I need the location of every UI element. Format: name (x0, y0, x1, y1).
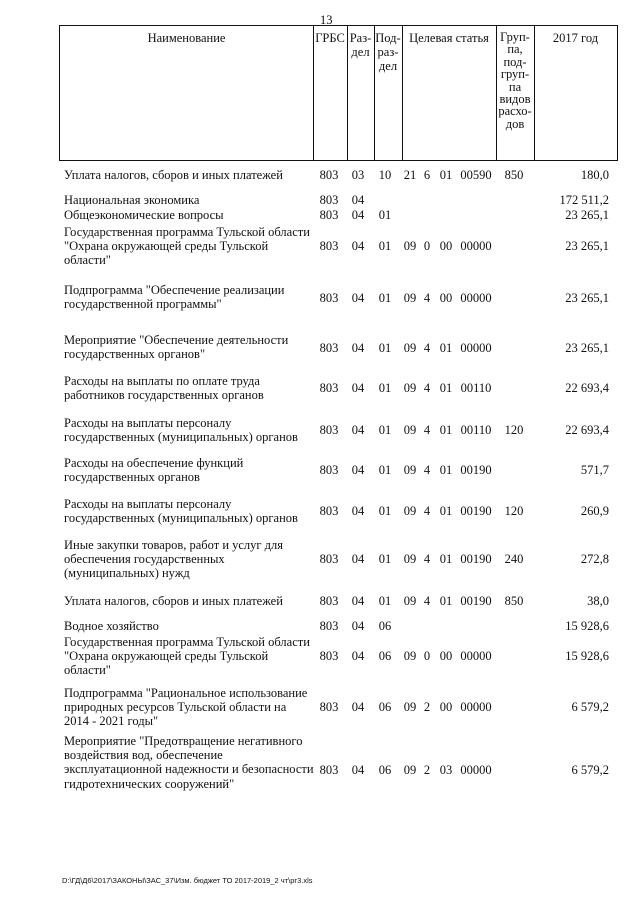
row-amount: 38,0 (587, 594, 609, 608)
row-grbs: 803 (319, 341, 339, 355)
row-target-program: 09 (403, 291, 417, 305)
row-amount: 15 928,6 (565, 649, 609, 663)
row-target-direction: 00000 (460, 239, 492, 253)
row-name: Подпрограмма "Рациональное использование природных ресурсов Тульской области на 2014 - 2021 годы" (64, 686, 308, 729)
row-name: Подпрограмма "Обеспечение реализации государственной программы" (64, 283, 285, 312)
row-name: Государственная программа Тульской области "Охрана окружающей среды Тульской области" (64, 225, 310, 268)
row-podrazdel: 01 (378, 504, 392, 518)
row-target-direction: 00590 (460, 168, 492, 182)
row-target-event: 01 (439, 504, 453, 518)
row-name: Расходы на выплаты персоналу государственных (муниципальных) органов (64, 497, 298, 526)
row-amount: 22 693,4 (565, 381, 609, 395)
row-grbs: 803 (319, 504, 339, 518)
row-name: Уплата налогов, сборов и иных платежей (64, 594, 283, 608)
row-amount: 172 511,2 (559, 193, 609, 207)
row-target-program: 09 (403, 239, 417, 253)
row-target-event: 00 (439, 649, 453, 663)
row-razdel: 04 (351, 552, 365, 566)
row-razdel: 04 (351, 208, 365, 222)
row-name: Расходы на обеспечение функций государственных органов (64, 456, 244, 485)
row-target-direction: 00000 (460, 291, 492, 305)
row-target-subprogram: 2 (423, 700, 431, 714)
row-expense-type: 850 (504, 168, 524, 182)
row-podrazdel: 01 (378, 291, 392, 305)
row-target-subprogram: 4 (423, 381, 431, 395)
row-target-program: 09 (403, 341, 417, 355)
row-amount: 272,8 (580, 552, 609, 566)
row-razdel: 04 (351, 239, 365, 253)
row-expense-type: 850 (504, 594, 524, 608)
row-grbs: 803 (319, 619, 339, 633)
row-target-direction: 00000 (460, 763, 492, 777)
row-podrazdel: 01 (378, 381, 392, 395)
row-target-event: 00 (439, 291, 453, 305)
row-grbs: 803 (319, 763, 339, 777)
row-target-event: 01 (439, 594, 453, 608)
row-amount: 571,7 (580, 463, 609, 477)
row-target-subprogram: 0 (423, 239, 431, 253)
row-target-subprogram: 2 (423, 763, 431, 777)
row-expense-type: 240 (504, 552, 524, 566)
row-podrazdel: 01 (378, 239, 392, 253)
row-target-direction: 00190 (460, 504, 492, 518)
header-podrazdel: Под- раз- дел (375, 31, 401, 73)
row-name: Расходы на выплаты по оплате труда работников государственных органов (64, 374, 264, 403)
row-target-program: 09 (403, 552, 417, 566)
row-target-event: 01 (439, 168, 453, 182)
row-amount: 180,0 (580, 168, 609, 182)
row-razdel: 04 (351, 463, 365, 477)
row-amount: 260,9 (580, 504, 609, 518)
row-podrazdel: 01 (378, 463, 392, 477)
row-razdel: 04 (351, 193, 365, 207)
row-amount: 23 265,1 (565, 291, 609, 305)
row-target-subprogram: 4 (423, 594, 431, 608)
row-name: Государственная программа Тульской области "Охрана окружающей среды Тульской области" (64, 635, 310, 678)
row-target-program: 09 (403, 700, 417, 714)
row-target-event: 01 (439, 381, 453, 395)
row-target-event: 01 (439, 423, 453, 437)
row-podrazdel: 01 (378, 208, 392, 222)
row-target-program: 09 (403, 594, 417, 608)
row-podrazdel: 10 (378, 168, 392, 182)
row-target-subprogram: 4 (423, 341, 431, 355)
row-grbs: 803 (319, 168, 339, 182)
row-razdel: 04 (351, 504, 365, 518)
page-number: 13 (320, 13, 333, 27)
header-target: Целевая статья (409, 31, 489, 45)
row-podrazdel: 01 (378, 423, 392, 437)
row-podrazdel: 01 (378, 594, 392, 608)
row-name: Водное хозяйство (64, 619, 159, 633)
row-target-program: 09 (403, 649, 417, 663)
row-podrazdel: 06 (378, 763, 392, 777)
row-amount: 15 928,6 (565, 619, 609, 633)
row-name: Общеэкономические вопросы (64, 208, 224, 222)
row-target-program: 09 (403, 504, 417, 518)
row-target-direction: 00110 (460, 423, 492, 437)
row-razdel: 04 (351, 763, 365, 777)
row-podrazdel: 06 (378, 649, 392, 663)
file-path-footer: D:\ГД\Д6\2017\ЗАКОНЫ\ЗАС_37\Изм. бюджет ТО 2017-2019_2 чт\рг3.xls (62, 876, 313, 885)
header-grbs: ГРБС (315, 31, 345, 45)
row-target-program: 09 (403, 763, 417, 777)
header-group: Груп- па, под- груп- па видов расхо- дов (498, 30, 532, 131)
row-target-direction: 00110 (460, 381, 492, 395)
row-target-direction: 00000 (460, 649, 492, 663)
row-target-subprogram: 4 (423, 504, 431, 518)
header-razdel: Раз- дел (349, 31, 372, 59)
row-podrazdel: 01 (378, 552, 392, 566)
row-razdel: 04 (351, 594, 365, 608)
row-grbs: 803 (319, 208, 339, 222)
row-target-subprogram: 4 (423, 423, 431, 437)
row-grbs: 803 (319, 700, 339, 714)
row-amount: 6 579,2 (571, 700, 609, 714)
row-podrazdel: 01 (378, 341, 392, 355)
row-podrazdel: 06 (378, 619, 392, 633)
row-target-direction: 00190 (460, 552, 492, 566)
row-razdel: 03 (351, 168, 365, 182)
row-name: Уплата налогов, сборов и иных платежей (64, 168, 283, 182)
row-podrazdel: 06 (378, 700, 392, 714)
table-header (59, 25, 618, 161)
row-name: Мероприятие "Обеспечение деятельности государственных органов" (64, 333, 289, 362)
row-target-event: 01 (439, 552, 453, 566)
row-razdel: 04 (351, 341, 365, 355)
row-razdel: 04 (351, 291, 365, 305)
row-target-subprogram: 4 (423, 552, 431, 566)
row-amount: 6 579,2 (571, 763, 609, 777)
row-expense-type: 120 (504, 504, 524, 518)
row-name: Мероприятие "Предотвращение негативного воздействия вод, обеспечение эксплуатационной надежности и безопасности гидротехнических сооружений" (64, 734, 314, 791)
row-name: Расходы на выплаты персоналу государственных (муниципальных) органов (64, 416, 298, 445)
row-target-event: 01 (439, 341, 453, 355)
row-target-direction: 00000 (460, 700, 492, 714)
row-target-event: 03 (439, 763, 453, 777)
row-target-event: 00 (439, 700, 453, 714)
row-razdel: 04 (351, 381, 365, 395)
row-grbs: 803 (319, 649, 339, 663)
row-grbs: 803 (319, 291, 339, 305)
row-grbs: 803 (319, 193, 339, 207)
row-target-event: 00 (439, 239, 453, 253)
row-target-subprogram: 4 (423, 291, 431, 305)
row-grbs: 803 (319, 239, 339, 253)
row-amount: 23 265,1 (565, 239, 609, 253)
header-year: 2017 год (552, 31, 599, 45)
row-target-direction: 00190 (460, 463, 492, 477)
row-amount: 23 265,1 (565, 208, 609, 222)
header-name: Наименование (147, 31, 226, 45)
row-razdel: 04 (351, 423, 365, 437)
row-razdel: 04 (351, 649, 365, 663)
row-grbs: 803 (319, 463, 339, 477)
row-razdel: 04 (351, 700, 365, 714)
row-target-program: 09 (403, 463, 417, 477)
row-amount: 22 693,4 (565, 423, 609, 437)
row-target-subprogram: 0 (423, 649, 431, 663)
row-grbs: 803 (319, 552, 339, 566)
row-name: Иные закупки товаров, работ и услуг для обеспечения государственных (муниципальных) нужд (64, 538, 284, 581)
row-razdel: 04 (351, 619, 365, 633)
row-target-program: 21 (403, 168, 417, 182)
row-grbs: 803 (319, 381, 339, 395)
row-grbs: 803 (319, 423, 339, 437)
row-target-subprogram: 6 (423, 168, 431, 182)
row-expense-type: 120 (504, 423, 524, 437)
row-target-program: 09 (403, 423, 417, 437)
row-target-direction: 00190 (460, 594, 492, 608)
row-target-direction: 00000 (460, 341, 492, 355)
row-target-subprogram: 4 (423, 463, 431, 477)
row-amount: 23 265,1 (565, 341, 609, 355)
row-target-program: 09 (403, 381, 417, 395)
row-target-event: 01 (439, 463, 453, 477)
row-grbs: 803 (319, 594, 339, 608)
row-name: Национальная экономика (64, 193, 200, 207)
